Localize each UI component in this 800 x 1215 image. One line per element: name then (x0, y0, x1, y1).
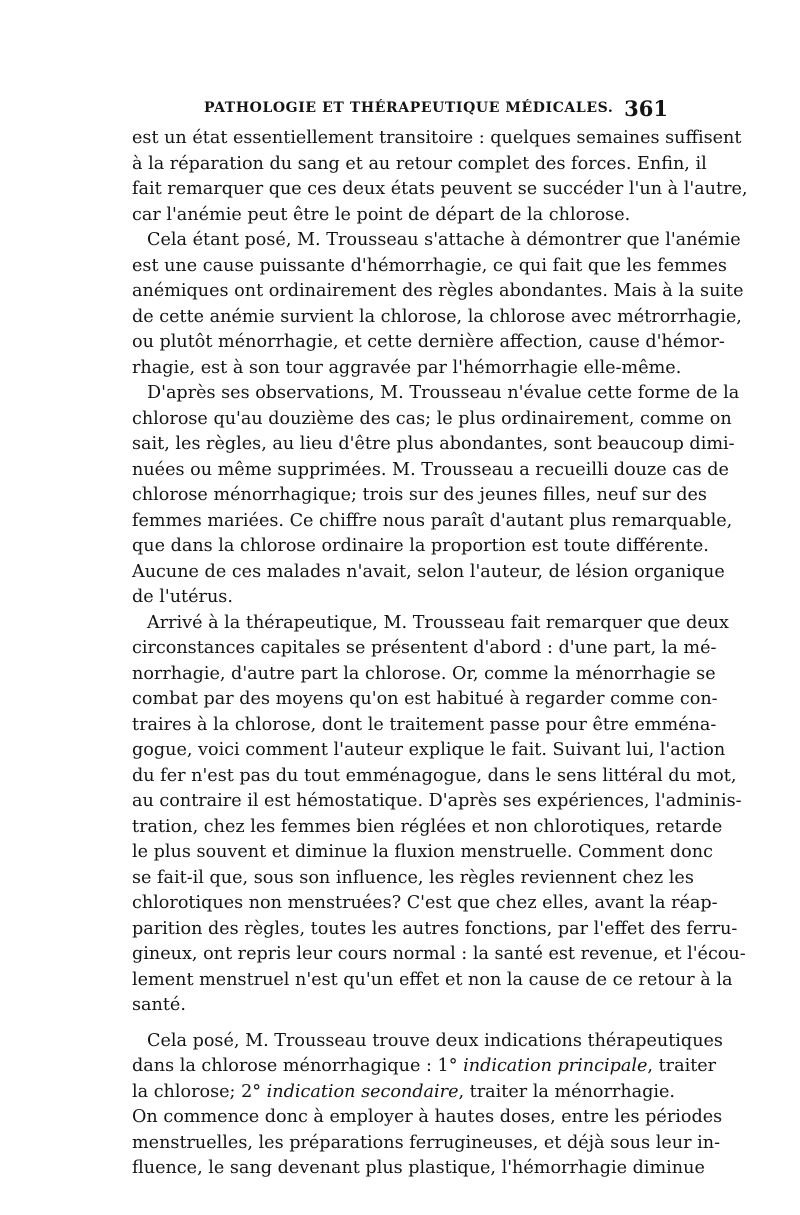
text-line: fluence, le sang devenant plus plastique, l'hémorrhagie diminue (132, 1158, 705, 1178)
text-line: On commence donc à employer à hautes doses, entre les périodes (132, 1107, 723, 1127)
text-line: car l'anémie peut être le point de départ de la chlorose. (132, 204, 631, 225)
text-line (132, 1054, 717, 1080)
text-line: gineux, ont repris leur cours normal : la santé est revenue, et l'écou- (132, 944, 746, 964)
italic-term-secondary: indication secondaire (266, 1081, 459, 1102)
text-line: norrhagie, d'autre part la chlorose. Or, comme la ménorrhagie se (132, 663, 716, 684)
text-line: tration, chez les femmes bien réglées et non chlorotiques, retarde (132, 816, 723, 837)
paragraph-4 (132, 611, 746, 1019)
paragraph-spacer (132, 1019, 668, 1029)
text-line: chlorose ménorrhagique; trois sur des jeunes filles, neuf sur des (132, 485, 707, 505)
text-line: est une cause puissante d'hémorrhagie, ce qui fait que les femmes (132, 255, 727, 276)
text-line: parition des règles, toutes les autres fonctions, par l'effet des ferru- (132, 918, 738, 939)
paragraph-5 (132, 1029, 723, 1182)
text-line: Cela posé, M. Trousseau trouve deux indications thérapeutiques (147, 1030, 723, 1051)
text-run: la chlorose; 2° (132, 1081, 267, 1102)
text-line: lement menstruel n'est qu'un effet et non la cause de ce retour à la (132, 969, 733, 990)
text-line: Cela étant posé, M. Trousseau s'attache à démontrer que l'anémie (147, 230, 741, 250)
italic-term-principal: indication principale (463, 1056, 648, 1076)
body-text (132, 126, 748, 1182)
text-line (132, 1080, 676, 1106)
text-line: fait remarquer que ces deux états peuvent se succéder l'un à l'autre, (132, 179, 748, 199)
paragraph-3 (132, 381, 740, 611)
text-run: dans la chlorose ménorrhagique : 1° (132, 1056, 464, 1076)
text-line: menstruelles, les préparations ferrugineuses, et déjà sous leur in- (132, 1132, 721, 1153)
text-line: chlorotiques non menstruées? C'est que chez elles, avant la réap- (132, 893, 718, 913)
text-line: nuées ou même supprimées. M. Trousseau a recueilli douze cas de (132, 459, 729, 480)
running-head: PATHOLOGIE ET THÉRAPEUTIQUE MÉDICALES. (204, 100, 614, 116)
text-line: Aucune de ces malades n'avait, selon l'auteur, de lésion organique (132, 561, 725, 582)
text-run: , traiter (647, 1056, 717, 1076)
text-line: au contraire il est hémostatique. D'après ses expériences, l'adminis- (132, 791, 742, 811)
text-line: gogue, voici comment l'auteur explique le fait. Suivant lui, l'action (132, 740, 726, 760)
text-line: rhagie, est à son tour aggravée par l'hémorrhagie elle-même. (132, 357, 682, 378)
text-line: ou plutôt ménorrhagie, et cette dernière affection, cause d'hémor- (132, 332, 725, 352)
text-line: que dans la chlorose ordinaire la proportion est toute différente. (132, 536, 709, 556)
text-line: circonstances capitales se présentent d'abord : d'une part, la mé- (132, 638, 717, 658)
text-line: se fait-il que, sous son influence, les règles reviennent chez les (132, 867, 694, 888)
text-line: anémiques ont ordinairement des règles abondantes. Mais à la suite (132, 281, 744, 301)
text-line: D'après ses observations, M. Trousseau n'évalue cette forme de la (147, 383, 740, 403)
text-line: traires à la chlorose, dont le traitement passe pour être emména- (132, 714, 717, 735)
text-line: Arrivé à la thérapeutique, M. Trousseau fait remarquer que deux (147, 612, 729, 633)
text-line: à la réparation du sang et au retour complet des forces. Enfin, il (132, 153, 707, 174)
page-number: 361 (624, 96, 668, 121)
paragraph-1 (132, 126, 748, 228)
text-line: sait, les règles, au lieu d'être plus abondantes, sont beaucoup dimi- (132, 434, 735, 454)
text-line: santé. (132, 995, 186, 1015)
text-line: de l'utérus. (132, 587, 233, 607)
text-line: est un état essentiellement transitoire : quelques semaines suffisent (132, 128, 742, 148)
text-line: de cette anémie survient la chlorose, la chlorose avec métrorrhagie, (132, 306, 742, 327)
text-run: , traiter la ménorrhagie. (458, 1081, 676, 1102)
text-line: le plus souvent et diminue la fluxion menstruelle. Comment donc (132, 842, 713, 862)
page-header (132, 96, 668, 126)
paragraph-2 (132, 228, 744, 381)
text-line: du fer n'est pas du tout emménagogue, dans le sens littéral du mot, (132, 765, 737, 786)
text-line: femmes mariées. Ce chiffre nous paraît d'autant plus remarquable, (132, 510, 733, 531)
text-line: combat par des moyens qu'on est habitué à regarder comme con- (132, 689, 718, 709)
text-line: chlorose qu'au douzième des cas; le plus ordinairement, comme on (132, 408, 732, 429)
